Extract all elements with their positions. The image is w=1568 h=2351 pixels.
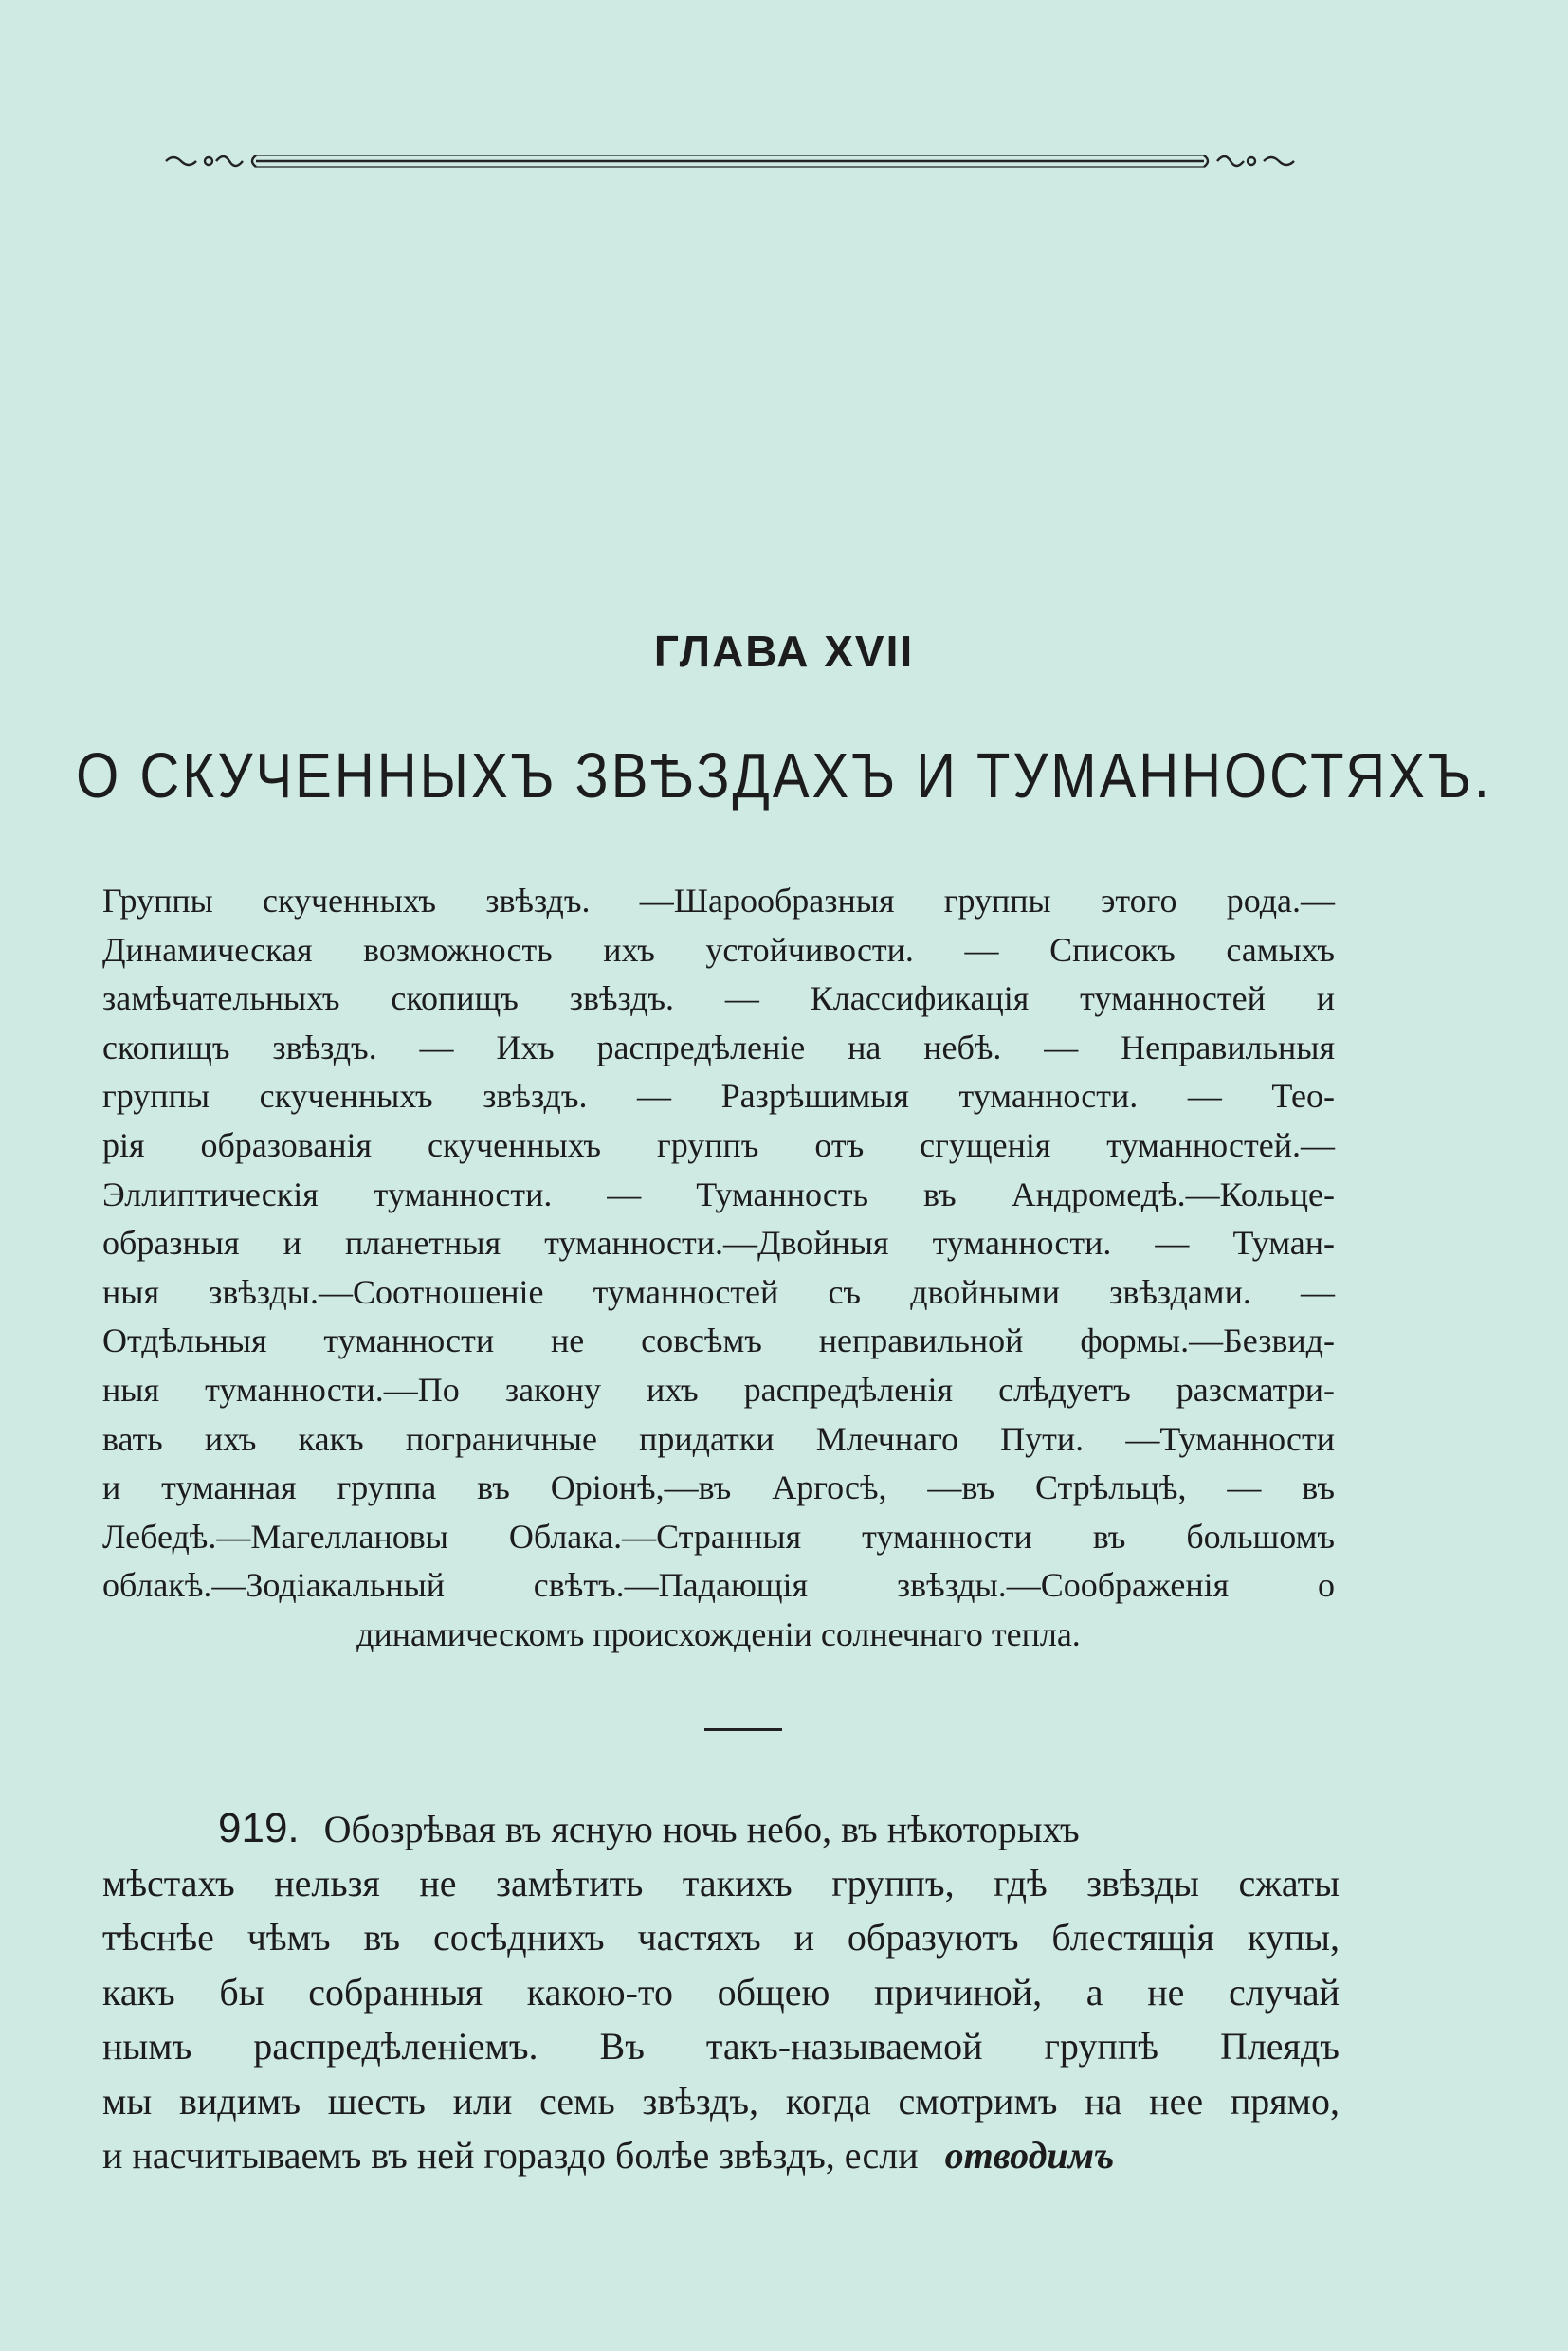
summary-line: вать ихъ какъ пограничные придатки Млечнаго Пути. —Туманности — [102, 1419, 1335, 1458]
body-line — [102, 2128, 1340, 2183]
summary-line: ныя звѣзды.—Соотношеніе туманностей съ двойными звѣздами. — — [102, 1272, 1335, 1311]
body-line: нымъ распредѣленіемъ. Въ такъ-называемой группѣ Плеядъ — [102, 2025, 1340, 2068]
body-line: тѣснѣе чѣмъ въ сосѣднихъ частяхъ и образуютъ блестящія купы, — [102, 1916, 1340, 1959]
summary-line: облакѣ.—Зодіакальный свѣтъ.—Падающія звѣзды.—Соображенія о — [102, 1566, 1335, 1605]
body-line-text: и насчитываемъ въ ней гораздо болѣе звѣздъ, если — [102, 2134, 919, 2177]
paragraph-number: 919. — [218, 1805, 300, 1851]
body-line: какъ бы собранныя какою-то общею причиной, а не случай — [102, 1970, 1340, 2014]
body-line: мѣстахъ нельзя не замѣтить такихъ группъ, гдѣ звѣзды сжаты — [102, 1861, 1340, 1904]
summary-line: скопищъ звѣздъ. — Ихъ распредѣленіе на небѣ. — Неправильныя — [102, 1028, 1335, 1066]
summary-line: образныя и планетныя туманности.—Двойныя туманности. — Туман- — [102, 1224, 1335, 1263]
body-line — [102, 1801, 1340, 1856]
summary-line: Отдѣльныя туманности не совсѣмъ неправильной формы.—Безвид- — [102, 1321, 1335, 1360]
summary-line: рія образованія скученныхъ группъ отъ сгущенія туманностей.— — [102, 1125, 1335, 1164]
summary-line: Динамическая возможность ихъ устойчивости. — Списокъ самыхъ — [102, 930, 1335, 969]
body-line: мы видимъ шесть или семь звѣздъ, когда смотримъ на нее прямо, — [102, 2079, 1340, 2123]
body-line-text: Обозрѣвая въ ясную ночь небо, въ нѣкоторыхъ — [323, 1808, 1080, 1850]
chapter-title: О СКУЧЕННЫХЪ ЗВѢЗДАХЪ И ТУМАННОСТЯХЪ. — [76, 740, 1492, 811]
section-divider — [704, 1728, 782, 1731]
header-ornament — [161, 142, 1299, 180]
chapter-number: ГЛАВА XVII — [653, 627, 915, 676]
italic-word: отводимъ — [944, 2134, 1115, 2177]
summary-line: группы скученныхъ звѣздъ. — Разрѣшимыя туманности. — Тео- — [102, 1077, 1335, 1116]
chapter-summary — [102, 877, 1335, 1660]
main-paragraph — [102, 1801, 1340, 2183]
summary-line: Эллиптическія туманности. — Туманность въ Андромедѣ.—Кольце- — [102, 1175, 1335, 1213]
summary-line: и туманная группа въ Оріонѣ,—въ Аргосѣ, —въ Стрѣльцѣ, — въ — [102, 1468, 1335, 1507]
summary-line: замѣчательныхъ скопищъ звѣздъ. — Классификація туманностей и — [102, 979, 1335, 1018]
summary-line: ныя туманности.—По закону ихъ распредѣленія слѣдуетъ разсматри- — [102, 1370, 1335, 1409]
summary-line: Группы скученныхъ звѣздъ. —Шарообразныя группы этого рода.— — [102, 882, 1335, 920]
summary-line: динамическомъ происхожденіи солнечнаго тепла. — [356, 1614, 1081, 1653]
summary-line: Лебедѣ.—Магеллановы Облака.—Странныя туманности въ большомъ — [102, 1517, 1335, 1556]
